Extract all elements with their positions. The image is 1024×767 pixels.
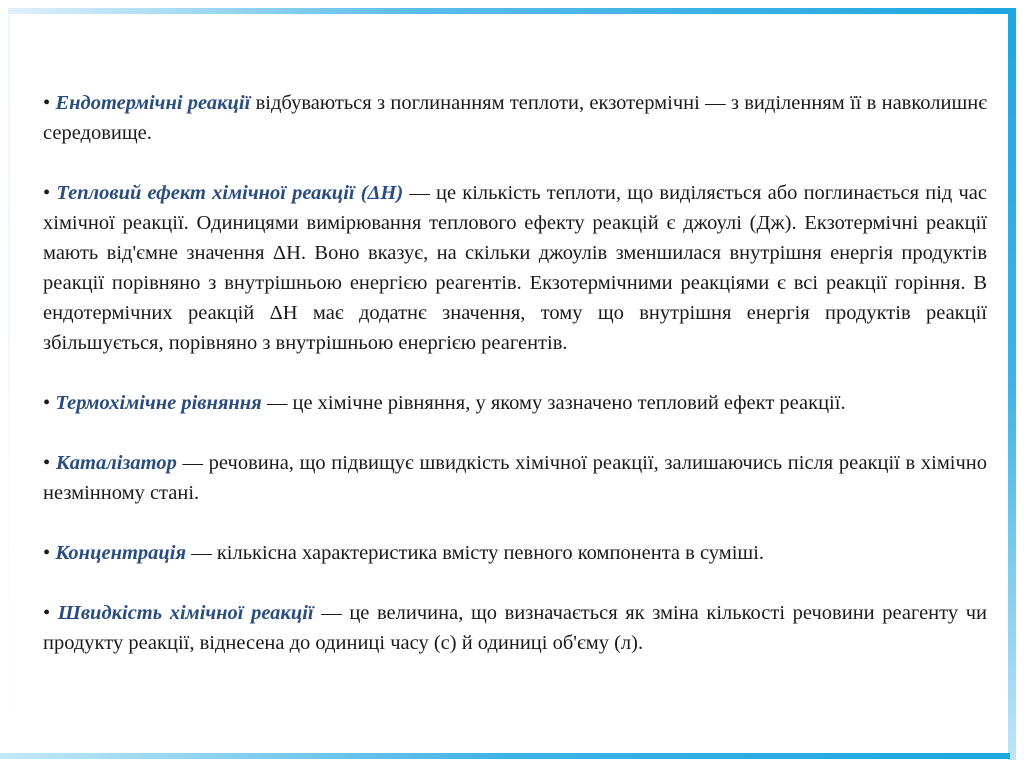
bullet: • — [43, 452, 51, 474]
frame-bottom-border — [0, 753, 1010, 759]
definition-endothermic — [43, 88, 987, 148]
definition-text: — речовина, що підвищує швидкість хімічної реакції, залишаючись після реакції в хімічно незмінному стані. — [43, 452, 988, 504]
bullet: • — [43, 182, 51, 204]
term-concentration: Концентрація — [55, 542, 187, 564]
bullet: • — [43, 542, 51, 564]
definition-text: — це хімічне рівняння, у якому зазначено тепловий ефект реакції. — [261, 392, 846, 414]
frame-top-border — [8, 8, 1016, 14]
slide-content — [43, 88, 987, 658]
term-reaction-rate: Швидкість хімічної реакції — [57, 602, 314, 624]
definition-concentration — [43, 538, 987, 568]
definition-catalyst — [43, 448, 987, 508]
definition-text: — це величина, що визначається як зміна кількості речовини реагенту чи продукту реакції, віднесена до одиниці часу (с) й одиниці об'єму (л). — [43, 602, 987, 654]
term-endothermic: Ендотермічні реакції — [55, 92, 251, 114]
definition-reaction-rate — [43, 598, 987, 658]
frame-right-border — [1008, 8, 1016, 760]
definition-text: — це кількість теплоти, що виділяється або поглинається під час хімічної реакції. Одиницями вимірювання теплового ефекту реакцій є джоулі (Дж). Екзотермічні реакції мають від'ємне значення ΔH. Воно вказує, на скільки джоулів зменшилася внутрішня енергія продуктів реакції порівняно з внутрішньою енергією реагентів. Екзотермічними реакціями є всі реакції горіння. В ендотермічних реакцій ΔH має додатнє значення, тому що внутрішня енергія продуктів реакції збільшується, порівняно з внутрішньою енергією реагентів. — [43, 182, 987, 354]
definition-text: — кількісна характеристика вмісту певного компонента в суміші. — [186, 542, 765, 564]
bullet: • — [43, 92, 51, 114]
term-catalyst: Каталізатор — [55, 452, 177, 474]
bullet: • — [43, 392, 51, 414]
definition-heat-effect — [43, 178, 987, 358]
term-thermochemical-equation: Термохімічне рівняння — [55, 392, 262, 414]
definition-thermochemical-equation — [43, 388, 987, 418]
definition-text: відбуваються з поглинанням теплоти, екзотермічні — з виділенням її в навколишнє середовище. — [43, 92, 988, 144]
bullet: • — [43, 602, 51, 624]
frame-left-shadow — [8, 14, 10, 749]
term-heat-effect: Тепловий ефект хімічної реакції (ΔH) — [56, 182, 404, 204]
